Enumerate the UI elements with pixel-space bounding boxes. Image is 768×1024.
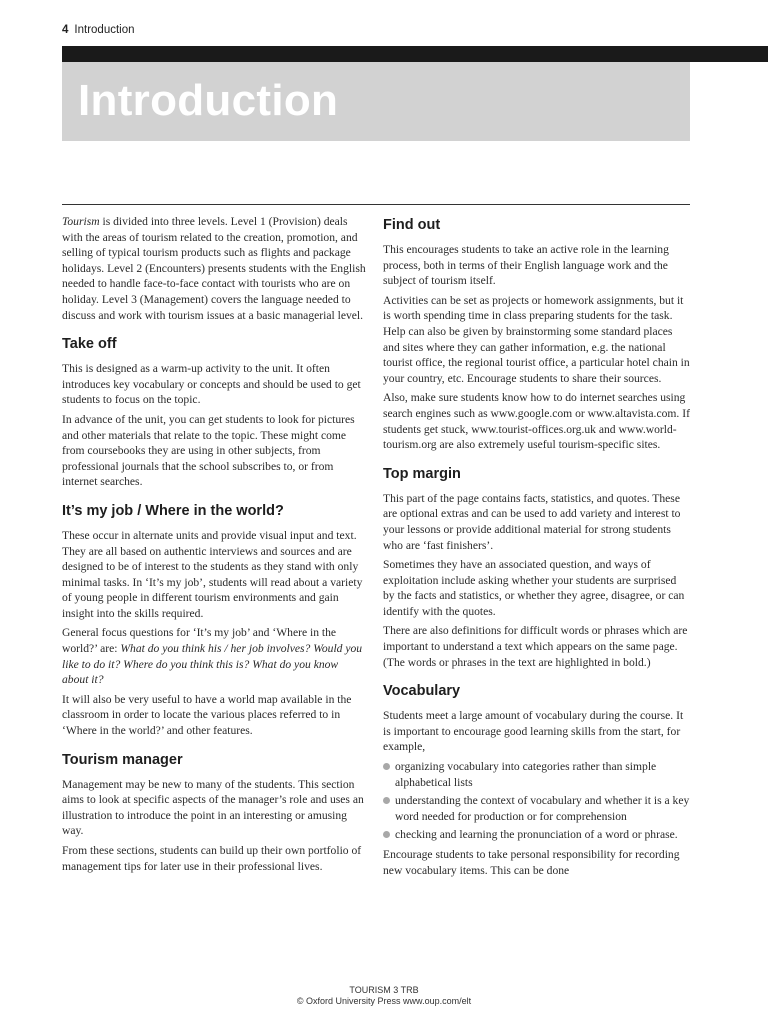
running-head-section: Introduction <box>74 24 135 36</box>
bullet-text: checking and learning the pronunciation of a word or phrase. <box>395 828 678 842</box>
running-head <box>62 24 135 36</box>
list-item <box>383 793 690 824</box>
tourism-manager-paragraph: Management may be new to many of the students. This section aims to look at specific aspects of the manager’s role and uses an illustration to introduce the point in an interesting or amusing way. <box>62 777 364 838</box>
header-bar <box>62 46 768 62</box>
take-off-paragraph: In advance of the unit, you can get students to look for pictures and other materials that relate to the topic. These might come from coursebooks they are using in other subjects, from professional journals that the school subscribes to, or from internet searches. <box>62 412 355 489</box>
find-out-paragraph: Activities can be set as projects or homework assignments, but it is worth spending time in class preparing students for the task. Help can also be given by brainstorming some standard places and sites where they can gather information, e.g. the national tourist office, the regional tourist office, a particular hotel chain in your country, etc. Encourage students to share their sources. <box>383 293 690 385</box>
list-item <box>383 759 690 790</box>
bullet-icon <box>383 831 390 838</box>
divider <box>62 204 690 205</box>
vocabulary-paragraph: Encourage students to take personal responsibility for recording new vocabulary items. This can be done <box>383 848 680 877</box>
left-column <box>62 214 366 878</box>
its-my-job-questions <box>62 625 366 687</box>
page-number: 4 <box>62 24 69 36</box>
bullet-text: understanding the context of vocabulary and whether it is a key word needed for production or for comprehension <box>395 794 690 823</box>
its-my-job-paragraph: These occur in alternate units and provide visual input and text. They are all based on authentic interviews and sources and are designed to be of interest to the students as they stand with only minimal tasks. In ‘It’s my job’, students will read about a variety of young people in different tourism environments and gain insight into the skills required. <box>62 528 363 620</box>
list-item <box>383 827 690 843</box>
tourism-manager-paragraph: From these sections, students can build up their own portfolio of management tips for later use in their professional lives. <box>62 844 362 873</box>
top-margin-heading: Top margin <box>383 465 461 482</box>
bullet-icon <box>383 763 390 770</box>
vocabulary-bullet-list <box>383 759 690 843</box>
footer-book-title: TOURISM 3 TRB <box>349 985 419 995</box>
top-margin-paragraph: This part of the page contains facts, statistics, and quotes. These are optional extras and can be used to add variety and interest to your lessons or provide additional material for strong students who are ‘fast finishers’. <box>383 491 681 552</box>
its-my-job-heading: It’s my job / Where in the world? <box>62 502 284 519</box>
take-off-paragraph: This is designed as a warm-up activity to the unit. It often introduces key vocabulary or concepts and should be used to get students to focus on the topic. <box>62 362 361 407</box>
take-off-heading: Take off <box>62 336 117 353</box>
bullet-icon <box>383 797 390 804</box>
bullet-text: organizing vocabulary into categories rather than simple alphabetical lists <box>395 760 657 789</box>
questions-italic: What do you think his / her job involves? Would you like to do it? Where do you think this is? What do you know about it? <box>62 642 363 687</box>
page-footer <box>0 985 768 1007</box>
page-title: Introduction <box>78 76 339 125</box>
title-banner <box>62 62 690 141</box>
vocabulary-heading: Vocabulary <box>383 683 461 700</box>
vocabulary-paragraph: Students meet a large amount of vocabulary during the course. It is important to encourage good learning skills from the start, for example, <box>383 709 684 754</box>
questions-lead: General focus questions for ‘It’s my job’ and ‘Where in the world?’ are: <box>62 626 337 656</box>
right-column <box>383 214 690 882</box>
find-out-paragraph: Also, make sure students know how to do internet searches using search engines such as www.google.com or www.altavista.com. If students get stuck, www.tourist-offices.org.uk and www.world-tourism.org are also extremely useful tourism-specific sites. <box>383 391 690 452</box>
its-my-job-paragraph: It will also be very useful to have a world map available in the classroom in order to locate the various places referred to in ‘Where in the world?’ and other features. <box>62 692 352 738</box>
find-out-paragraph: This encourages students to take an active role in the learning process, both in terms of their English language work and the subject of tourism itself. <box>383 243 669 288</box>
top-margin-paragraph: There are also definitions for difficult words or phrases which are important to understand a text which appears on the same page. (The words or phrases in the text are highlighted in bold.) <box>383 624 688 669</box>
tourism-manager-heading: Tourism manager <box>62 751 183 768</box>
intro-paragraph <box>62 214 366 323</box>
footer-copyright: © Oxford University Press www.oup.com/elt <box>296 996 472 1006</box>
top-margin-paragraph: Sometimes they have an associated question, and ways of exploitation include asking whether your students are surprised by the facts and statistics, or whether they agree, disagree, or can identify with the quotes. <box>383 558 685 618</box>
intro-text: is divided into three levels. Level 1 (Provision) deals with the areas of tourism related to the creation, promotion, and selling of typical tourism products such as flights and package holidays. Level 2 (Encounters) presents students with the English needed to handle face-to-face contact with tourists who are on holiday. Level 3 (Management) covers the language needed to discuss and work with tourism issues at a basic managerial level. <box>62 215 366 322</box>
find-out-heading: Find out <box>383 217 441 233</box>
intro-italic-lead: Tourism <box>62 215 100 228</box>
